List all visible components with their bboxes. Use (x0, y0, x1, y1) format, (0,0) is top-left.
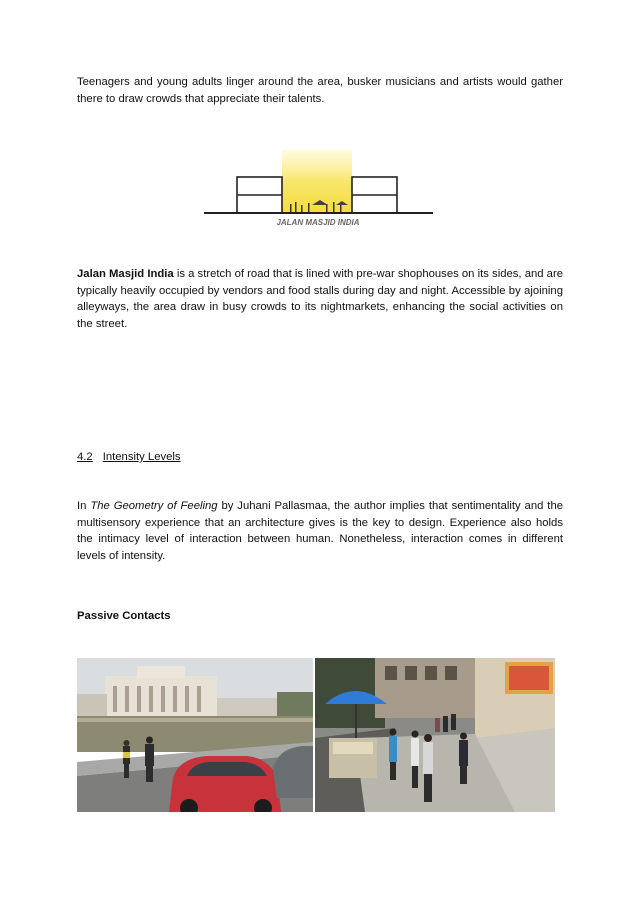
passive-contacts-heading: Passive Contacts (77, 610, 171, 622)
intensity-lead: In (77, 500, 91, 512)
left-shophouse (237, 177, 282, 213)
jalan-paragraph (77, 266, 563, 332)
jalan-bold-lead: Jalan Masjid India (77, 268, 174, 280)
book-title: The Geometry of Feeling (90, 500, 218, 512)
diagram-label: JALAN MASJID INDIA (276, 218, 360, 227)
section-title: Intensity Levels (102, 451, 181, 463)
intensity-paragraph (77, 498, 563, 564)
jalan-text: is a stretch of road that is lined with pre-war shophouses on its sides, and are typically heavily occupied by vendors and food stalls during day and night. Accessible by ajoining alleyways, the area draw in busy crowds to its nightmarkets, enhancing the social activities on the street. (77, 268, 564, 330)
intensity-text: by Juhani Pallasmaa, the author implies that sentimentality and the multisensory experience that an architecture gives is the key to design. Experience also holds the intimacy level of interaction between human. Nonetheless, interaction comes in different levels of intensity. (77, 500, 564, 562)
waterfront-photo (77, 658, 313, 812)
street-section-diagram (200, 150, 440, 230)
red-car (169, 756, 281, 812)
right-shophouse (352, 177, 397, 213)
section-heading (77, 451, 181, 463)
street-market-photo (315, 658, 555, 812)
section-number: 4.2 (77, 451, 93, 463)
intro-paragraph: Teenagers and young adults linger around the area, busker musicians and artists would gather there to draw crowds that appreciate their talents. (77, 76, 563, 105)
